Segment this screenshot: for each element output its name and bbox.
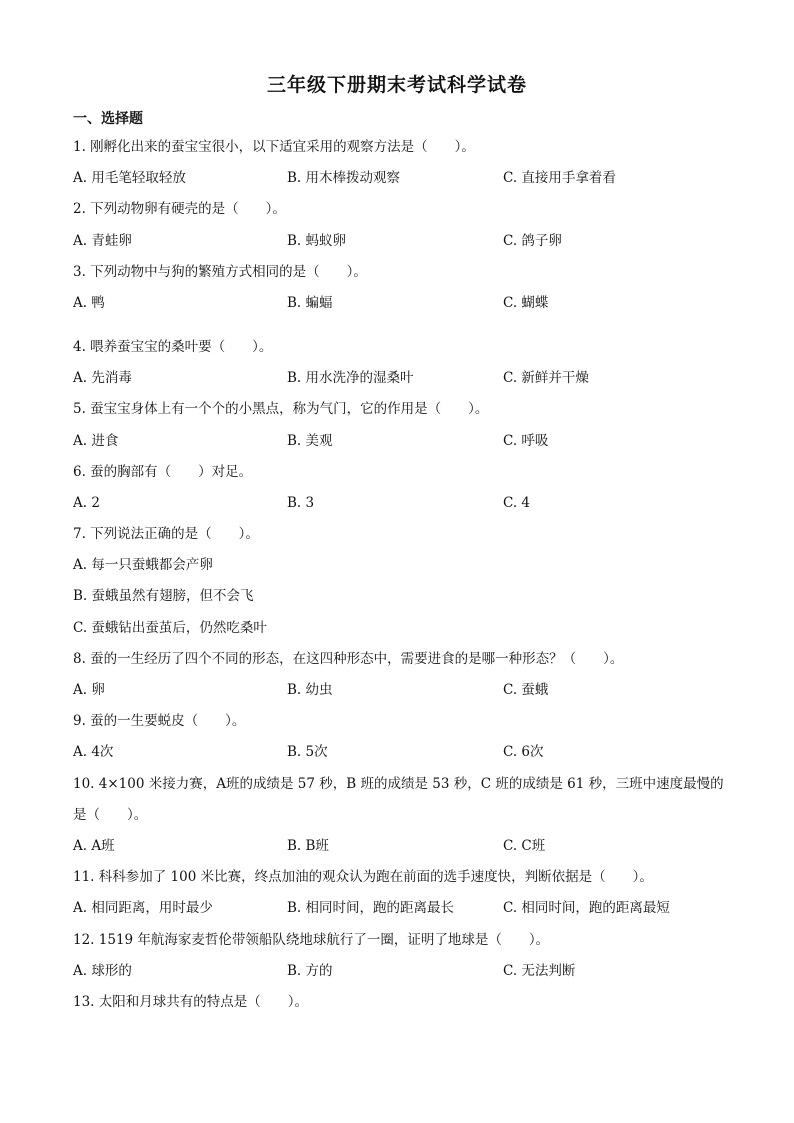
question-5: 5. 蚕宝宝身体上有一个个的小黑点，称为气门，它的作用是（ ）。 bbox=[73, 401, 489, 418]
option-b: B. 蝙蝠 bbox=[287, 294, 333, 311]
option-b: B. 5次 bbox=[287, 744, 328, 761]
option-c: C. 新鲜并干燥 bbox=[503, 370, 589, 387]
option-c: C. 鸽子卵 bbox=[503, 232, 562, 249]
options-12 bbox=[73, 956, 723, 987]
option-b: B. 用水洗净的湿桑叶 bbox=[287, 370, 414, 387]
question-10: 10. 4×100 米接力赛，A班的成绩是 57 秒，B 班的成绩是 53 秒，C 班的成绩是 61 秒，三班中速度最慢的 bbox=[73, 775, 724, 792]
option-a: A. 相同距离，用时最少 bbox=[73, 900, 213, 917]
options-4 bbox=[73, 363, 723, 394]
question-1: 1. 刚孵化出来的蚕宝宝很小，以下适宜采用的观察方法是（ ）。 bbox=[73, 139, 475, 155]
option-b: B. 蚂蚁卵 bbox=[287, 232, 347, 249]
option-a: A. 2 bbox=[73, 494, 100, 511]
page-title: 三年级下册期末考试科学试卷 bbox=[266, 74, 527, 96]
option-c: C. 蝴蝶 bbox=[503, 294, 549, 311]
options-2 bbox=[73, 226, 723, 257]
option-a: A. 先消毒 bbox=[73, 370, 132, 387]
option-b: B. 3 bbox=[287, 494, 315, 511]
question-6: 6. 蚕的胸部有（ ）对足。 bbox=[73, 463, 253, 480]
option-b: B. 方的 bbox=[287, 962, 333, 979]
question-list bbox=[73, 132, 723, 1018]
option-c: C. 呼吸 bbox=[503, 432, 549, 449]
options-3 bbox=[73, 288, 723, 332]
options-11 bbox=[73, 893, 723, 924]
question-7: 7. 下列说法正确的是（ ）。 bbox=[73, 526, 259, 543]
option-c: C. 直接用手拿着看 bbox=[503, 170, 616, 187]
option-b: B. 相同时间，跑的距离最长 bbox=[287, 900, 455, 917]
option-line-c: C. 蚕蛾钻出蚕茧后，仍然吃桑叶 bbox=[73, 619, 267, 636]
question-4: 4. 喂养蚕宝宝的桑叶要（ ）。 bbox=[73, 338, 273, 355]
option-c: C. 蚕蛾 bbox=[503, 682, 549, 698]
question-2: 2. 下列动物卵有硬壳的是（ ）。 bbox=[73, 201, 286, 218]
question-8: 8. 蚕的一生经历了四个不同的形态，在这四种形态中，需要进食的是哪一种形态？（ ）。 bbox=[73, 650, 624, 667]
option-c: C. 6次 bbox=[503, 744, 544, 761]
option-a: A. 用毛笔轻取轻放 bbox=[73, 170, 186, 187]
option-a: A. 卵 bbox=[73, 682, 105, 698]
option-b: B. 幼虫 bbox=[287, 682, 333, 698]
option-b: B. 美观 bbox=[287, 432, 333, 449]
options-9 bbox=[73, 737, 723, 768]
option-a: A. 青蛙卵 bbox=[73, 232, 132, 249]
options-1 bbox=[73, 163, 723, 194]
question-3: 3. 下列动物中与狗的繁殖方式相同的是（ ）。 bbox=[73, 263, 367, 280]
option-a: A. 球形的 bbox=[73, 962, 132, 979]
option-c: C. C班 bbox=[503, 837, 546, 854]
options-6 bbox=[73, 488, 723, 519]
question-9: 9. 蚕的一生要蜕皮（ ）。 bbox=[73, 713, 246, 730]
option-c: C. 相同时间，跑的距离最短 bbox=[503, 900, 670, 917]
options-5 bbox=[73, 426, 723, 457]
option-b: B. 用木棒拨动观察 bbox=[287, 170, 401, 187]
option-a: A. 4次 bbox=[73, 744, 114, 761]
question-12: 12. 1519 年航海家麦哲伦带领船队绕地球航行了一圈，证明了地球是（ ）。 bbox=[73, 931, 550, 948]
options-10 bbox=[73, 831, 723, 862]
option-a: A. A班 bbox=[73, 837, 115, 854]
question-11: 11. 科科参加了 100 米比赛，终点加油的观众认为跑在前面的选手速度快，判断依据是（ ）。 bbox=[73, 869, 653, 886]
option-line-a: A. 每一只蚕蛾都会产卵 bbox=[73, 557, 213, 574]
options-8 bbox=[73, 675, 723, 706]
option-a: A. 进食 bbox=[73, 432, 119, 449]
section-heading: 一、选择题 bbox=[73, 111, 143, 127]
question-10-continued: 是（ ）。 bbox=[73, 806, 148, 823]
option-a: A. 鸭 bbox=[73, 294, 105, 311]
option-c: C. 无法判断 bbox=[503, 962, 576, 979]
question-13: 13. 太阳和月球共有的特点是（ ）。 bbox=[73, 993, 309, 1010]
option-line-b: B. 蚕蛾虽然有翅膀，但不会飞 bbox=[73, 588, 254, 605]
option-b: B. B班 bbox=[287, 837, 329, 854]
option-c: C. 4 bbox=[503, 494, 531, 511]
